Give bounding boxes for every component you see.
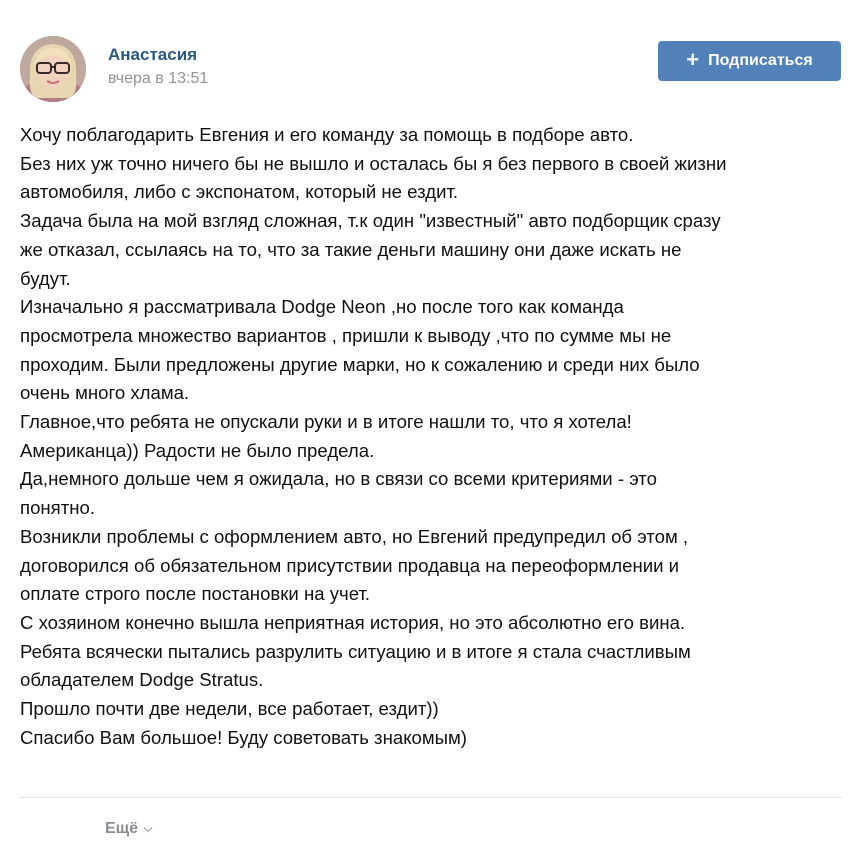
avatar[interactable] bbox=[20, 36, 86, 102]
post-text-line: обладателем Dodge Stratus. bbox=[20, 669, 264, 691]
more-button-label: Ещё bbox=[105, 820, 139, 837]
plus-icon: + bbox=[686, 47, 700, 72]
post-timestamp[interactable]: вчера в 13:51 bbox=[108, 70, 209, 87]
post-text-line: Хочу поблагодарить Евгения и его команду за помощь в подборе авто. bbox=[20, 124, 634, 145]
post-text-line: Главное,что ребята не опускали руки и в итоге нашли то, что я хотела! bbox=[20, 411, 632, 433]
subscribe-button-label: Подписаться bbox=[708, 52, 813, 69]
post-text-line: очень много хлама. bbox=[20, 382, 190, 404]
post-text-line: Ребята всячески пытались разрулить ситуацию и в итоге я стала счастливым bbox=[20, 640, 691, 662]
post-text-line: проходим. Были предложены другие марки, но к сожалению и среди них было bbox=[20, 353, 700, 375]
chevron-down-icon bbox=[143, 820, 153, 838]
more-button[interactable] bbox=[105, 820, 153, 838]
post-divider bbox=[20, 797, 842, 798]
post-text bbox=[20, 121, 850, 752]
post-text-line: просмотрела множество вариантов , пришли к выводу ,что по сумме мы не bbox=[20, 324, 672, 346]
post-text-line: Американца)) Радости не было предела. bbox=[20, 439, 375, 461]
post-text-line: Прошло почти две недели, все работает, ездит)) bbox=[20, 698, 439, 720]
post-text-line: оплате строго после постановки на учет. bbox=[20, 583, 371, 605]
post-text-line: договорился об обязательном присутствии продавца на переоформлении и bbox=[20, 554, 680, 576]
post-text-line: С хозяином конечно вышла неприятная история, но это абсолютно его вина. bbox=[20, 611, 686, 633]
post-text-line: Спасибо Вам большое! Буду советовать знакомым) bbox=[20, 726, 468, 748]
avatar-image bbox=[20, 36, 86, 102]
author-name-link[interactable]: Анастасия bbox=[108, 45, 198, 64]
post-text-line: Изначально я рассматривала Dodge Neon ,но после того как команда bbox=[20, 296, 624, 318]
post-text-line: автомобиля, либо с экспонатом, который не ездит. bbox=[20, 181, 459, 203]
post-text-line: же отказал, ссылаясь на то, что за такие деньги машину они даже искать не bbox=[20, 238, 682, 260]
post-text-line: понятно. bbox=[20, 497, 96, 519]
post-text-line: Возникли проблемы с оформлением авто, но Евгений предупредил об этом , bbox=[20, 525, 689, 547]
post-text-line: Да,немного дольше чем я ожидала, но в связи со всеми критериями - это bbox=[20, 468, 657, 490]
post-text-line: будут. bbox=[20, 267, 71, 289]
post-text-line: Задача была на мой взгляд сложная, т.к один "известный" авто подборщик сразу bbox=[20, 210, 721, 232]
post-text-line: Без них уж точно ничего бы не вышло и осталась бы я без первого в своей жизни bbox=[20, 152, 727, 174]
subscribe-button[interactable] bbox=[658, 41, 841, 81]
